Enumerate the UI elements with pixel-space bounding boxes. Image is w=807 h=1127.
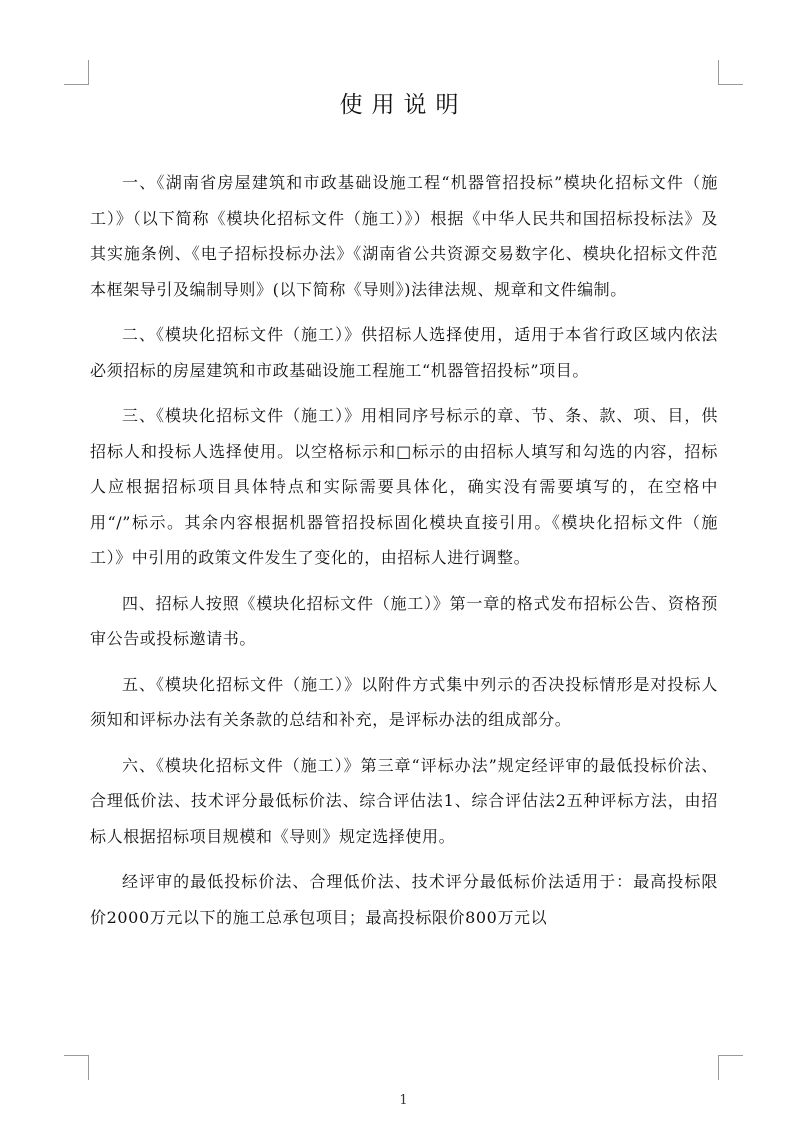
crop-mark-bottom-right	[718, 1055, 743, 1080]
paragraph-3: 三、《模块化招标文件（施工）》用相同序号标示的章、节、条、款、项、目，供招标人和投标人选择使用。以空格标示和□标示的由招标人填写和勾选的内容，招标人应根据招标项目具体特点和实际需要具体化，确实没有需要填写的，在空格中用“/”标示。其余内容根据机器管招投标固化模块直接引用。《模块化招标文件（施工）》中引用的政策文件发生了变化的，由招标人进行调整。	[90, 406, 718, 567]
page-number: 1	[399, 1093, 408, 1108]
paragraph-1: 一、《湖南省房屋建筑和市政基础设施工程“机器管招投标”模块化招标文件（施工）》（以下简称《模块化招标文件（施工）》）根据《中华人民共和国招标投标法》及其实施条例、《电子招标投标办法》《湖南省公共资源交易数字化、模块化招标文件范本框架导引及编制导则》(以下简称《导则》)法律法规、规章和文件编制。	[90, 173, 718, 299]
paragraph-6: 六、《模块化招标文件（施工）》第三章“评标办法”规定经评审的最低投标价法、合理低价法、技术评分最低标价法、综合评估法1、综合评估法2五种评标方法，由招标人根据招标项目规模和《导则》规定选择使用。	[90, 755, 718, 846]
document-body	[90, 165, 718, 945]
crop-mark-top-right	[718, 60, 743, 85]
paragraph-7: 经评审的最低投标价法、合理低价法、技术评分最低标价法适用于：最高投标限价2000万元以下的施工总承包项目；最高投标限价800万元以	[90, 872, 718, 927]
crop-mark-bottom-left	[64, 1055, 89, 1080]
crop-mark-top-left	[64, 60, 89, 85]
paragraph-2: 二、《模块化招标文件（施工）》供招标人选择使用，适用于本省行政区域内依法必须招标的房屋建筑和市政基础设施工程施工“机器管招投标”项目。	[90, 325, 718, 380]
paragraph-4: 四、招标人按照《模块化招标文件（施工）》第一章的格式发布招标公告、资格预审公告或投标邀请书。	[90, 593, 718, 648]
document-title: 使用说明	[339, 92, 468, 118]
paragraph-5: 五、《模块化招标文件（施工）》以附件方式集中列示的否决投标情形是对投标人须知和评标办法有关条款的总结和补充，是评标办法的组成部分。	[90, 674, 718, 729]
